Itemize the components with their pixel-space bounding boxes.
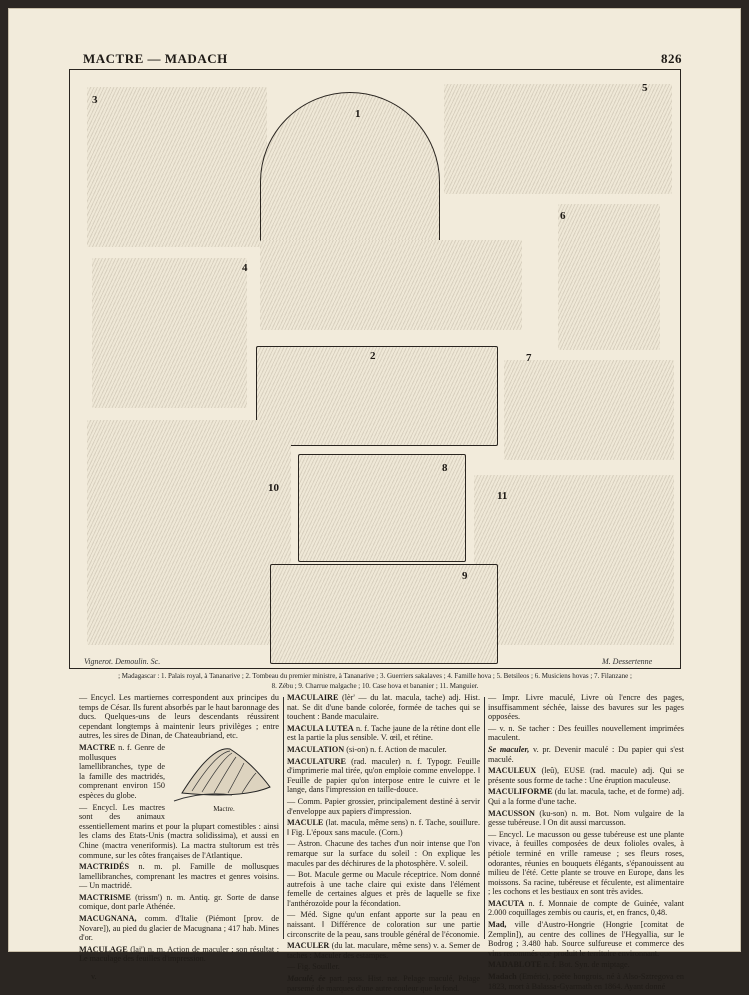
entry-macuta (488, 899, 684, 918)
illustration-family (92, 258, 247, 408)
definition: part. pass. Hist. nat. Pelage maculé, Pelage parsemé de marques d'une autre couleur que le fond. (287, 974, 480, 993)
definition: (trissm') n. m. Antiq. gr. Sorte de danse comique, dont parle Athénée. (79, 892, 279, 912)
entry-text: — Bot. Macule germe ou Macule réceptrice. Nom donné autrefois à une tache claire qui existe dans l'élément femelle de certaines algues et près de laquelle se fixe l'anthérozoïde pour la fécondation. (287, 870, 480, 908)
page-number: 826 (661, 51, 682, 66)
headword: MACULATURE (287, 756, 346, 766)
definition: ville d'Austro-Hongrie (Hongrie [comitat de Zemplin]), au centre des collines de l'Hegyallia, sur le Bodrog ; 3.480 hab. Source sulfureuse et commerce des vins renommés que produit le territoire environnant. (488, 920, 684, 958)
headword: Mad, (488, 920, 507, 930)
headword: MACULIFORME (488, 787, 553, 797)
dictionary-page (8, 8, 741, 993)
entry-mactrides (79, 862, 279, 891)
figure-number: 3 (92, 94, 98, 106)
entry-maculage (79, 945, 279, 964)
headword: MACULER (287, 941, 330, 951)
figure-number: 5 (642, 82, 648, 94)
entry-maculation (287, 745, 480, 755)
column-divider (283, 697, 284, 939)
entry-text: — Impr. Livre maculé, Livre où l'encre des pages, insuffisamment séchée, laisse des bavures sur les pages opposées. (488, 693, 684, 722)
illustration-filanzane (504, 360, 674, 460)
headword: MACUGNANA, (79, 914, 137, 924)
illustration-plate (69, 69, 681, 669)
entry-text: — Encycl. Le macusson ou gesse tubéreuse est une plante vivace, à feuilles composées de deux folioles ovales, à pétiole terminé en vrille rameuse ; ses fleurs roses, odorantes, réunies en bouquets élégants, s'épanouissent au milieu de l'été. Cette plante se trouve en Europe, dans les moissons. Sa racine, tubéreuse et féculente, est alimentaire ; les cochons et les bestiaux en sont très avides. (488, 829, 684, 897)
entry-text: — Encycl. Les mactres sont des animaux essentiellement marins et pour la plupart comestibles : ainsi les clams des Etats-Unis (mactra solidissima), et aussi en Chine (mactra veneriformis). La mactra stultorum est très commune, sur les côtes françaises de l'Atlantique. (79, 802, 279, 860)
headword: Madach (488, 972, 517, 982)
entry-macugnana (79, 914, 279, 943)
definition: (Eméric), poète hongrois, né à Also-Sztregova en 1823, mort à Balassa-Gyarmath en 1864. Ayant donné (488, 972, 684, 991)
figure-number: 4 (242, 262, 248, 274)
illustration-hut-banana (87, 420, 291, 645)
definition: (laj') n. m. Action de maculer ; son résultat : Le maculage des feuilles d'impression. (79, 944, 279, 964)
illustration-zebu (298, 454, 466, 562)
headword: Maculé, ée (287, 974, 326, 984)
headword: MACUTA (488, 898, 525, 908)
definition: (du lat. maculare, même sens) v. a. Semer de taches : Maculer des estampes. (287, 941, 480, 960)
entry-mactrisme (79, 893, 279, 912)
entry-madablote (488, 960, 684, 970)
figure-number: 6 (560, 210, 566, 222)
definition: (ku-son) n. m. Bot. Nom vulgaire de la gesse tubéreuse. ‖ On dit aussi marcusson. (488, 808, 684, 828)
figure-number: 1 (355, 108, 361, 120)
figure-number: 8 (442, 462, 448, 474)
headword: MACTRISME (79, 892, 131, 902)
headword: MACTRIDÉS (79, 862, 130, 872)
entry-text: — Fig. Souiller. (287, 962, 340, 972)
entry-maculature (287, 757, 480, 795)
column-divider (484, 697, 485, 939)
figure-number: 11 (497, 490, 508, 502)
engraver-signature: Vignerot. Demoulin. Sc. (84, 657, 161, 666)
definition: (lèr' — du lat. macula, tache) adj. Hist. nat. Se dit d'une bande colorée, formée de taches qui se touchent : Bande maculaire. (287, 693, 480, 722)
signature-mark: v. (91, 972, 97, 982)
entry-macula-lutea (287, 724, 480, 743)
entry-mactre (79, 742, 279, 813)
figure-number: 7 (526, 352, 532, 364)
caption-line: 8. Zébu ; 9. Charrue malgache ; 10. Case hova et bananier ; 11. Manguier. (271, 682, 479, 690)
definition: (du lat. macula, tache, et de forme) adj. Qui a la forme d'une tache. (488, 787, 684, 806)
illustration-musicians (558, 204, 660, 350)
headword: MACULAIRE (287, 693, 339, 702)
headword: Se maculer, (488, 744, 530, 754)
headword: MACTRE (79, 742, 116, 752)
entry-maculeux (488, 766, 684, 785)
illustration-tomb (256, 346, 498, 446)
headword: MACULE (287, 818, 324, 828)
entry-text: — Comm. Papier grossier, principalement destiné à servir d'enveloppe aux papiers d'impression. (287, 796, 480, 816)
headword: MACULAGE (79, 944, 128, 954)
headword: MACULA LUTEA (287, 723, 354, 733)
shell-illustration-icon (172, 743, 276, 805)
column-2 (287, 693, 480, 995)
headword: MACUSSON (488, 808, 535, 818)
definition: (lat. macula, même sens) n. f. Tache, souillure. ‖ Fig. L'époux sans macule. (Corn.) (287, 818, 480, 837)
definition: (leû), EUSE (rad. macule) adj. Qui se présente sous forme de tache : Une éruption maculeuse. (488, 766, 684, 785)
entry-maculiforme (488, 787, 684, 806)
illustration-warriors (87, 87, 267, 247)
definition: v. pr. Devenir maculé : Du papier qui s'est maculé. (488, 744, 684, 764)
entry-madach (488, 972, 684, 991)
entry-maculaire (287, 693, 480, 722)
entry-text: — Astron. Chacune des taches d'un noir intense que l'on remarque sur la surface du soleil : On explique les macules par des déchirures de la photosphère. V. soleil. (287, 839, 480, 868)
entry-macule (287, 818, 480, 837)
figure-number: 10 (268, 482, 279, 494)
definition: (rad. maculer) n. f. Typogr. Feuille d'imprimerie mal tirée, qu'on emploie comme enveloppe. ‖ Feuille de papier qu'on interpose entre le cuivre et le lange, dans l'impression en taille-douce. (287, 756, 480, 795)
illustration-betsileos (444, 84, 672, 194)
entry-maculer (287, 941, 480, 960)
definition: comm. d'Italie (Piémont [prov. de Novare]), au pied du glacier de Macugnana ; 417 hab. Mines d'or. (79, 914, 279, 943)
column-3 (488, 693, 684, 993)
headword: MADABLOTE (488, 960, 542, 970)
definition: n. f. Monnaie de compte de Guinée, valant 2.000 coquillages zembis ou cauris, et, en francs, 0,48. (488, 898, 684, 918)
entry-macusson (488, 809, 684, 828)
column-1 (79, 693, 279, 984)
entry-text: — Encycl. Les martiernes correspondent aux principes du temps de César. Ils furent absorbés par le haut baronnage des ducs. Quelques-uns de leurs descendants réussirent cependant longtemps à maintenir leurs privilèges ; entre autres, les sires de Dinan, de Chateaubriand, etc. (79, 693, 279, 741)
mactre-figure (169, 743, 279, 821)
entry-text: — Méd. Signe qu'un enfant apporte sur la peau en naissant. ‖ Différence de coloration sur une partie circonscrite de la peau, sans trouble général de l'économie. (287, 910, 480, 939)
entry-text: — v. n. Se tacher : Des feuilles nouvellement imprimées maculent. (488, 723, 684, 743)
artist-signature: M. Dessertenne (602, 657, 653, 666)
definition: (si-on) n. f. Action de maculer. (344, 744, 447, 754)
figure-number: 2 (370, 350, 376, 362)
figure-label: Mactre. (213, 804, 235, 813)
headword: MACULEUX (488, 766, 537, 776)
definition: n. f. Genre de mollusques lamellibranches, type de la famille des mactridés, comprenant environ 150 espèces du globe. (79, 742, 165, 800)
figure-number: 9 (462, 570, 468, 582)
entry-se-maculer (488, 745, 684, 764)
caption-line: ; Madagascar : 1. Palais royal, à Tananarive ; 2. Tombeau du premier ministre, à Tananarive ; 3. Guerriers sakalaves ; 4. Famille hova ; 5. Betsileos ; 6. Musiciens hovas ; 7. Filanzane ; (118, 672, 632, 680)
entry-mad (488, 920, 684, 958)
definition: n. m. pl. Famille de mollusques lamellibranches, comprenant les mactres et genres voisins. — Un mactridé. (79, 862, 279, 891)
running-head: MACTRE — MADACH (83, 51, 228, 66)
headword: MACULATION (287, 744, 345, 754)
entry-macule-participle (287, 974, 480, 993)
plate-caption (69, 671, 681, 691)
definition: n. f. Tache jaune de la rétine dont elle est la partie la plus sensible. V. œil, et rétine. (287, 723, 480, 743)
illustration-palace-grounds (260, 240, 522, 330)
definition: n. f. Bot. Syn. de miptage. (541, 960, 630, 970)
